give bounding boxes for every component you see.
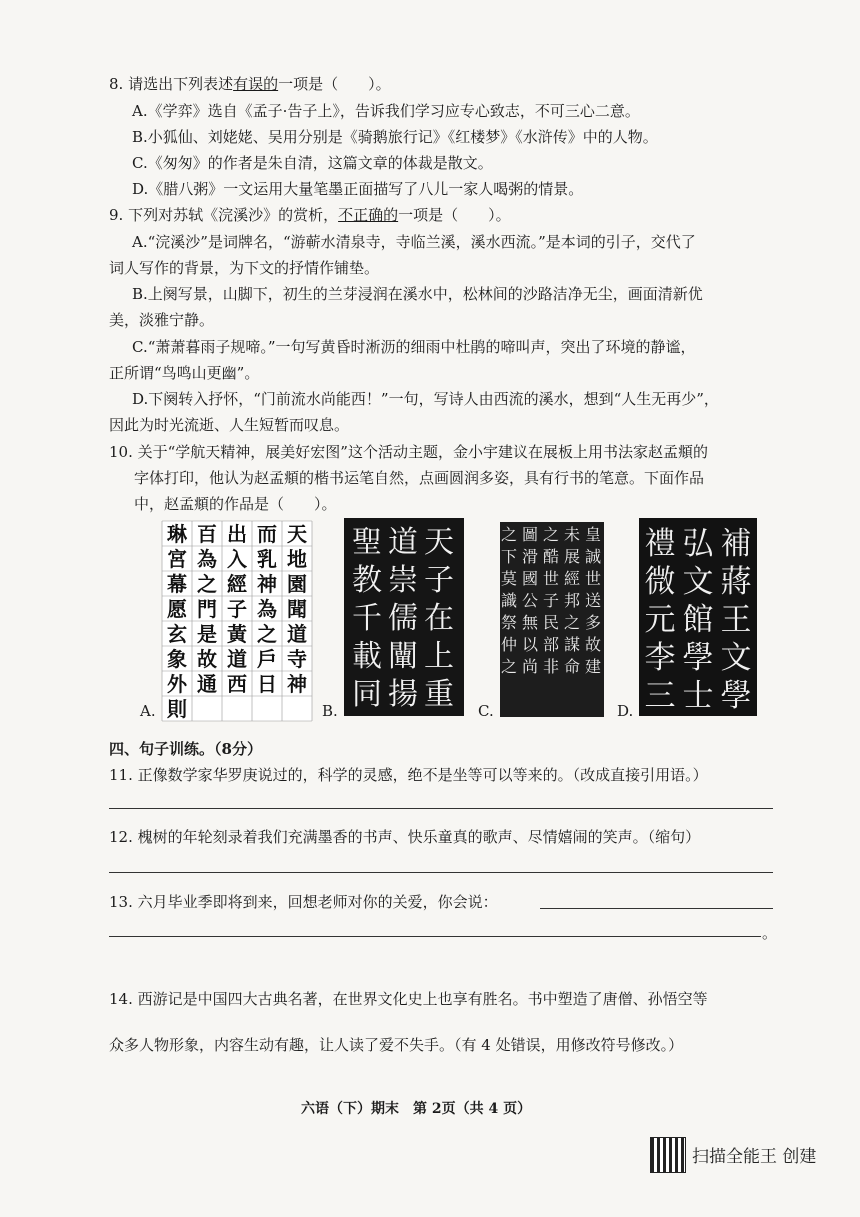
calligraphy-glyph: 仲: [500, 635, 518, 654]
calligraphy-glyph: 則: [167, 697, 187, 721]
q8-option-d: D.《腊八粥》一文运用大量笔墨正面描写了八儿一家人喝粥的情景。: [132, 180, 584, 198]
q10-line: 中，赵孟頫的作品是（ ）。: [134, 495, 337, 513]
calligraphy-glyph: 愿: [167, 597, 187, 621]
sample-d-label: D.: [617, 702, 634, 720]
calligraphy-glyph: 未: [563, 525, 581, 544]
calligraphy-glyph: 圖: [521, 525, 539, 544]
q8-stem-b: 一项是（ ）。: [278, 75, 391, 93]
calligraphy-glyph: 園: [287, 572, 307, 596]
q9-stem-underlined: 不正确的: [338, 206, 399, 224]
calligraphy-glyph: 謀: [563, 635, 581, 654]
calligraphy-glyph: 弘: [682, 526, 714, 562]
calligraphy-sample-c: [478, 520, 606, 720]
calligraphy-glyph: 經: [563, 569, 581, 588]
calligraphy-glyph: 之: [257, 622, 277, 646]
calligraphy-glyph: 微: [644, 564, 676, 600]
calligraphy-glyph: 地: [287, 547, 307, 571]
calligraphy-glyph: 入: [227, 547, 247, 571]
calligraphy-glyph: 象: [167, 647, 187, 671]
calligraphy-glyph: 蔣: [720, 564, 752, 600]
calligraphy-glyph: 在: [424, 601, 454, 636]
q13-answer-line-1[interactable]: [540, 908, 773, 909]
calligraphy-glyph: 送: [584, 591, 602, 610]
q9-line: 因此为时光流逝、人生短暂而叹息。: [109, 416, 350, 434]
calligraphy-glyph: 崇: [388, 563, 418, 598]
calligraphy-glyph: 是: [197, 622, 217, 646]
qr-code-icon: [650, 1137, 686, 1173]
q9-stem-b: 一项是（ ）。: [398, 206, 511, 224]
q11-answer-line[interactable]: [109, 808, 773, 809]
q9-line: 词人写作的背景，为下文的抒情作铺垫。: [109, 259, 380, 277]
calligraphy-glyph: 故: [197, 647, 217, 671]
q8-stem: [109, 73, 391, 95]
calligraphy-glyph: 通: [197, 672, 217, 696]
calligraphy-glyph: 門: [197, 597, 217, 621]
calligraphy-glyph: 祭: [500, 613, 518, 632]
calligraphy-glyph: 館: [682, 602, 714, 638]
calligraphy-glyph: 載: [352, 639, 382, 674]
sample-b-columns: [352, 525, 454, 712]
sample-c-label: C.: [478, 702, 494, 720]
q12-answer-line[interactable]: [109, 872, 773, 873]
calligraphy-glyph: 上: [424, 639, 454, 674]
calligraphy-glyph: 宮: [167, 547, 187, 571]
calligraphy-glyph: 道: [287, 622, 307, 646]
calligraphy-glyph: 故: [584, 635, 602, 654]
q9-line: A.“浣溪沙”是词牌名，“游蕲水清泉寺，寺临兰溪，溪水西流。”是本词的引子，交代了: [132, 233, 696, 251]
calligraphy-glyph: 揚: [388, 677, 418, 712]
calligraphy-glyph: 尚: [521, 657, 539, 676]
calligraphy-glyph: 李: [644, 640, 676, 676]
calligraphy-glyph: 西: [227, 672, 247, 696]
calligraphy-glyph: 經: [227, 572, 247, 596]
sample-a-label: A.: [140, 702, 156, 720]
calligraphy-sample-a: [140, 513, 320, 723]
q12-text: 12. 槐树的年轮刻录着我们充满墨香的书声、快乐童真的歌声、尽情嬉闹的笑声。（缩句）: [109, 828, 701, 846]
calligraphy-glyph: 寺: [287, 647, 307, 671]
calligraphy-glyph: 元: [644, 602, 676, 638]
calligraphy-glyph: 千: [352, 601, 382, 636]
page-footer: 六语（下）期末 第 2页（共 4 页）: [301, 1101, 532, 1117]
calligraphy-glyph: 天: [287, 522, 307, 546]
calligraphy-glyph: 聖: [352, 525, 382, 560]
calligraphy-glyph: 儒: [388, 601, 418, 636]
calligraphy-glyph: 皇: [584, 525, 602, 544]
calligraphy-glyph: 三: [644, 678, 676, 714]
q10-line: 10. 关于“学航天精神，展美好宏图”这个活动主题，金小宇建议在展板上用书法家赵孟頫的: [109, 443, 708, 461]
calligraphy-glyph: 邦: [563, 591, 581, 610]
calligraphy-glyph: 道: [388, 525, 418, 560]
scanner-watermark: 扫描全能王 创建: [692, 1147, 817, 1167]
calligraphy-glyph: 部: [542, 635, 560, 654]
calligraphy-glyph: 建: [584, 657, 602, 676]
calligraphy-glyph: 莫: [500, 569, 518, 588]
calligraphy-glyph: 補: [720, 526, 752, 562]
calligraphy-glyph: 闡: [388, 639, 418, 674]
sample-d-columns: [645, 526, 752, 714]
q14-line-1: 14. 西游记是中国四大古典名著，在世界文化史上也享有胜名。书中塑造了唐僧、孙悟空等: [109, 990, 708, 1008]
section-4-title: 四、句子训练。（8分）: [109, 740, 262, 758]
calligraphy-glyph: 神: [257, 572, 277, 596]
calligraphy-glyph: 下: [500, 547, 518, 566]
calligraphy-glyph: 子: [542, 591, 560, 610]
calligraphy-glyph: 日: [257, 672, 277, 696]
q13-answer-line-2[interactable]: [109, 936, 761, 937]
calligraphy-glyph: 百: [197, 522, 217, 546]
q13-text: 13. 六月毕业季即将到来，回想老师对你的关爱，你会说：: [109, 893, 498, 911]
sample-b-label: B.: [322, 702, 338, 720]
calligraphy-glyph: 為: [257, 597, 277, 621]
calligraphy-glyph: 文: [720, 640, 752, 676]
calligraphy-glyph: 禮: [644, 526, 676, 562]
calligraphy-glyph: 世: [584, 569, 602, 588]
q8-stem-a: 8. 请选出下列表述: [109, 75, 234, 93]
calligraphy-glyph: 幕: [167, 572, 187, 596]
calligraphy-glyph: 道: [227, 647, 247, 671]
calligraphy-glyph: 公: [521, 591, 539, 610]
calligraphy-sample-d: [617, 516, 759, 720]
sample-c-columns: [501, 525, 601, 676]
calligraphy-glyph: 國: [521, 569, 539, 588]
calligraphy-glyph: 命: [563, 657, 581, 676]
q9-line: C.“萧萧暮雨子规啼。”一句写黄昏时淅沥的细雨中杜鹃的啼叫声，突出了环境的静谧，: [132, 338, 696, 356]
calligraphy-glyph: 聞: [287, 597, 307, 621]
calligraphy-glyph: 琳: [167, 522, 187, 546]
calligraphy-glyph: 多: [584, 613, 602, 632]
calligraphy-glyph: 子: [227, 597, 247, 621]
calligraphy-glyph: 為: [197, 547, 217, 571]
calligraphy-glyph: 民: [542, 613, 560, 632]
q11-text: 11. 正像数学家华罗庚说过的，科学的灵感，绝不是坐等可以等来的。（改成直接引用语。）: [109, 766, 708, 784]
calligraphy-sample-b: [322, 516, 467, 721]
calligraphy-glyph: 學: [720, 678, 752, 714]
calligraphy-glyph: 非: [542, 657, 560, 676]
calligraphy-glyph: 世: [542, 569, 560, 588]
q9-line: B.上阕写景，山脚下，初生的兰芽浸润在溪水中，松林间的沙路洁净无尘，画面清新优: [132, 285, 703, 303]
calligraphy-glyph: 展: [563, 547, 581, 566]
calligraphy-glyph: 神: [287, 672, 307, 696]
q9-line: D.下阕转入抒怀，“门前流水尚能西！”一句，写诗人由西流的溪水，想到“人生无再少”，: [132, 390, 719, 408]
q14-line-2: 众多人物形象，内容生动有趣，让人读了爱不失手。（有 4 处错误，用修改符号修改。）: [109, 1036, 684, 1054]
q8-stem-underlined: 有误的: [233, 75, 279, 93]
calligraphy-glyph: 酷: [542, 547, 560, 566]
q9-line: 美，淡雅宁静。: [109, 311, 215, 329]
calligraphy-glyph: 滑: [521, 547, 539, 566]
calligraphy-glyph: 同: [352, 677, 382, 712]
calligraphy-glyph: 玄: [167, 622, 187, 646]
calligraphy-glyph: 而: [257, 522, 277, 546]
q9-line: 正所谓“鸟鸣山更幽”。: [109, 364, 260, 382]
q8-option-a: A.《学弈》选自《孟子·告子上》，告诉我们学习应专心致志，不可三心二意。: [132, 102, 640, 120]
calligraphy-glyph: 乳: [257, 547, 277, 571]
calligraphy-glyph: 王: [720, 602, 752, 638]
calligraphy-glyph: 識: [500, 591, 518, 610]
calligraphy-glyph: 無: [521, 613, 539, 632]
calligraphy-glyph: 天: [424, 525, 454, 560]
q8-option-c: C.《匆匆》的作者是朱自清，这篇文章的体裁是散文。: [132, 154, 493, 172]
calligraphy-glyph: 之: [500, 657, 518, 676]
calligraphy-glyph: 重: [424, 677, 454, 712]
calligraphy-glyph: 子: [424, 563, 454, 598]
calligraphy-glyph: 文: [682, 564, 714, 600]
q9-stem: [109, 204, 511, 226]
calligraphy-glyph: 誠: [584, 547, 602, 566]
calligraphy-glyph: 出: [227, 522, 247, 546]
calligraphy-glyph: 戶: [257, 647, 277, 671]
q13-end-mark: 。: [762, 924, 778, 942]
calligraphy-glyph: 之: [542, 525, 560, 544]
calligraphy-glyph: 以: [521, 635, 539, 654]
calligraphy-glyph: 之: [197, 572, 217, 596]
calligraphy-glyph: 士: [682, 678, 714, 714]
calligraphy-glyph: 學: [682, 640, 714, 676]
calligraphy-glyph: 之: [500, 525, 518, 544]
q10-line: 字体打印，他认为赵孟頫的楷书运笔自然，点画圆润多姿，具有行书的笔意。下面作品: [134, 469, 705, 487]
q8-option-b: B.小狐仙、刘姥姥、吴用分别是《骑鹅旅行记》《红楼梦》《水浒传》中的人物。: [132, 128, 658, 146]
calligraphy-glyph: 教: [352, 563, 382, 598]
calligraphy-glyph: 外: [167, 672, 187, 696]
calligraphy-glyph: 之: [563, 613, 581, 632]
q9-stem-a: 9. 下列对苏轼《浣溪沙》的赏析，: [109, 206, 339, 224]
calligraphy-glyph: 黃: [227, 622, 247, 646]
